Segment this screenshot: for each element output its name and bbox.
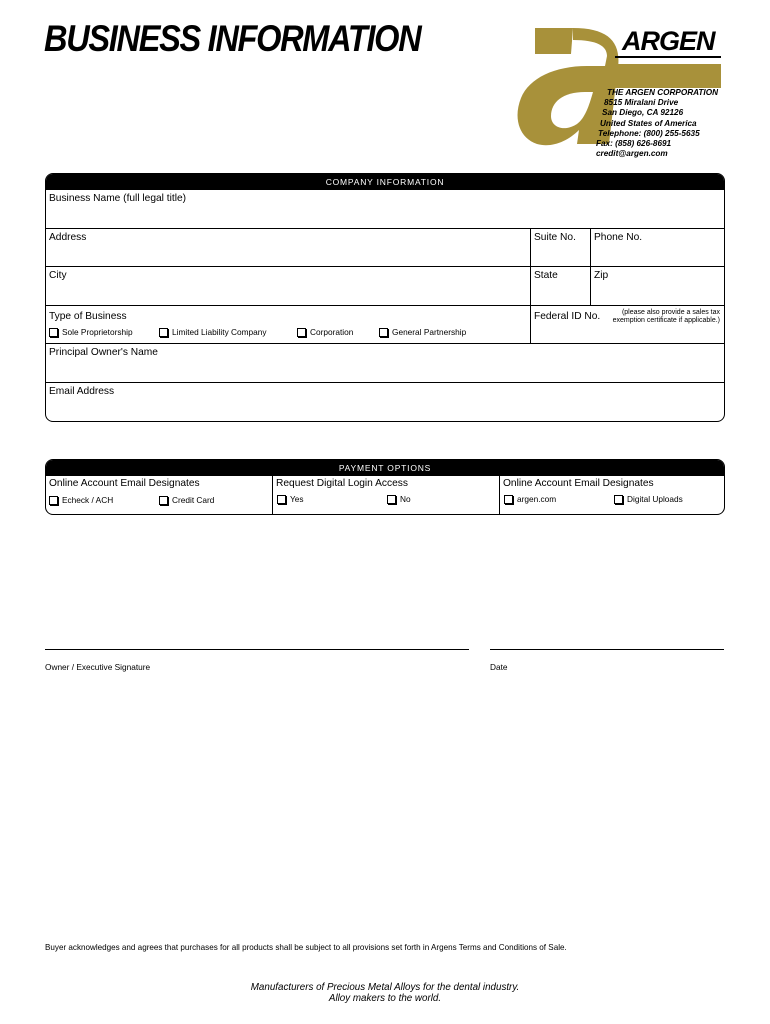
yes-checkbox[interactable] <box>277 494 304 504</box>
payment-options-section <box>45 459 725 515</box>
suite-field[interactable] <box>530 229 590 266</box>
payment-col-1-label: Online Account Email Designates <box>49 478 200 489</box>
option-label: General Partnership <box>392 327 467 337</box>
option-label: No <box>400 494 411 504</box>
credit-card-checkbox[interactable] <box>159 495 214 505</box>
option-label: argen.com <box>517 494 557 504</box>
address-label: Address <box>49 232 87 243</box>
checkbox-icon <box>277 495 286 504</box>
brand-wordmark: ARGEN <box>622 26 715 56</box>
payment-col-2 <box>272 476 499 515</box>
phone-label: Phone No. <box>594 232 643 243</box>
date-line[interactable] <box>490 649 724 650</box>
federal-id-note-line-2: exemption certificate if applicable.) <box>612 317 720 324</box>
zip-label: Zip <box>594 270 609 281</box>
address-row <box>46 228 724 266</box>
federal-id-field[interactable] <box>530 306 724 343</box>
option-label: Sole Proprietorship <box>62 327 133 337</box>
payment-row <box>46 476 724 515</box>
business-name-label: Business Name (full legal title) <box>49 193 187 204</box>
option-label: Yes <box>290 494 304 504</box>
option-label: Limited Liability Company <box>172 327 267 337</box>
company-address-block <box>586 88 726 159</box>
echeck-ach-checkbox[interactable] <box>49 495 113 505</box>
company-name: THE ARGEN CORPORATION <box>607 88 718 97</box>
checkbox-icon <box>297 328 306 337</box>
checkbox-icon <box>49 328 58 337</box>
payment-col-1 <box>46 476 272 515</box>
telephone: Telephone: (800) 255-5635 <box>598 128 700 138</box>
suite-label: Suite No. <box>534 232 576 243</box>
company-information-heading: COMPANY INFORMATION <box>46 174 724 190</box>
type-of-business-field <box>46 306 530 343</box>
date-label: Date <box>490 662 508 672</box>
address-field[interactable] <box>46 229 530 266</box>
payment-col-3-label: Online Account Email Designates <box>503 478 654 489</box>
tagline-line-2: Alloy makers to the world. <box>328 993 442 1004</box>
contact-email: credit@argen.com <box>596 149 668 159</box>
payment-options-heading: PAYMENT OPTIONS <box>46 460 724 476</box>
type-of-business-label: Type of Business <box>49 311 127 322</box>
checkbox-icon <box>159 496 168 505</box>
checkbox-icon <box>504 495 513 504</box>
checkbox-icon <box>159 328 168 337</box>
email-address-field[interactable] <box>46 382 724 421</box>
fax: Fax: (858) 626-8691 <box>596 139 672 149</box>
business-name-field[interactable] <box>46 190 724 228</box>
checkbox-icon <box>387 495 396 504</box>
zip-field[interactable] <box>590 267 724 305</box>
payment-col-2-label: Request Digital Login Access <box>276 478 408 489</box>
state-label: State <box>534 270 558 281</box>
signature-line[interactable] <box>45 649 469 650</box>
checkbox-icon <box>379 328 388 337</box>
option-label: Corporation <box>310 327 354 337</box>
company-information-section <box>45 173 725 422</box>
no-checkbox[interactable] <box>387 494 411 504</box>
digital-uploads-checkbox[interactable] <box>614 494 683 504</box>
principal-owner-field[interactable] <box>46 343 724 382</box>
option-label: Echeck / ACH <box>62 495 114 505</box>
address-line-1: 8515 Miralani Drive <box>604 98 679 108</box>
payment-col-3 <box>499 476 724 515</box>
address-line-2: San Diego, CA 92126 <box>602 108 684 118</box>
general-partnership-checkbox[interactable] <box>379 327 466 337</box>
city-label: City <box>49 270 67 281</box>
signature-label: Owner / Executive Signature <box>45 662 151 672</box>
option-label: Credit Card <box>172 495 215 505</box>
footer-tagline <box>0 982 770 1004</box>
city-row <box>46 266 724 305</box>
terms-disclaimer: Buyer acknowledges and agrees that purchases for all products shall be subject to all provisions set forth in Argens Terms and Conditions of Sale. <box>45 943 567 952</box>
phone-field[interactable] <box>590 229 724 266</box>
country: United States of America <box>600 118 697 128</box>
llc-checkbox[interactable] <box>159 327 267 337</box>
checkbox-icon <box>49 496 58 505</box>
option-label: Digital Uploads <box>627 494 683 504</box>
page-title: BUSINESS INFORMATION <box>44 18 421 59</box>
principal-owner-label: Principal Owner's Name <box>49 347 158 358</box>
tagline-line-1: Manufacturers of Precious Metal Alloys for the dental industry. <box>250 982 520 993</box>
sole-proprietorship-checkbox[interactable] <box>49 327 133 337</box>
email-address-label: Email Address <box>49 386 115 397</box>
corporation-checkbox[interactable] <box>297 327 353 337</box>
federal-id-note <box>613 309 720 325</box>
checkbox-icon <box>614 495 623 504</box>
state-field[interactable] <box>530 267 590 305</box>
argen-com-checkbox[interactable] <box>504 494 556 504</box>
federal-id-note-line-1: (please also provide a sales tax <box>621 309 720 316</box>
federal-id-label: Federal ID No. <box>534 311 601 322</box>
type-row <box>46 305 724 343</box>
city-field[interactable] <box>46 267 530 305</box>
